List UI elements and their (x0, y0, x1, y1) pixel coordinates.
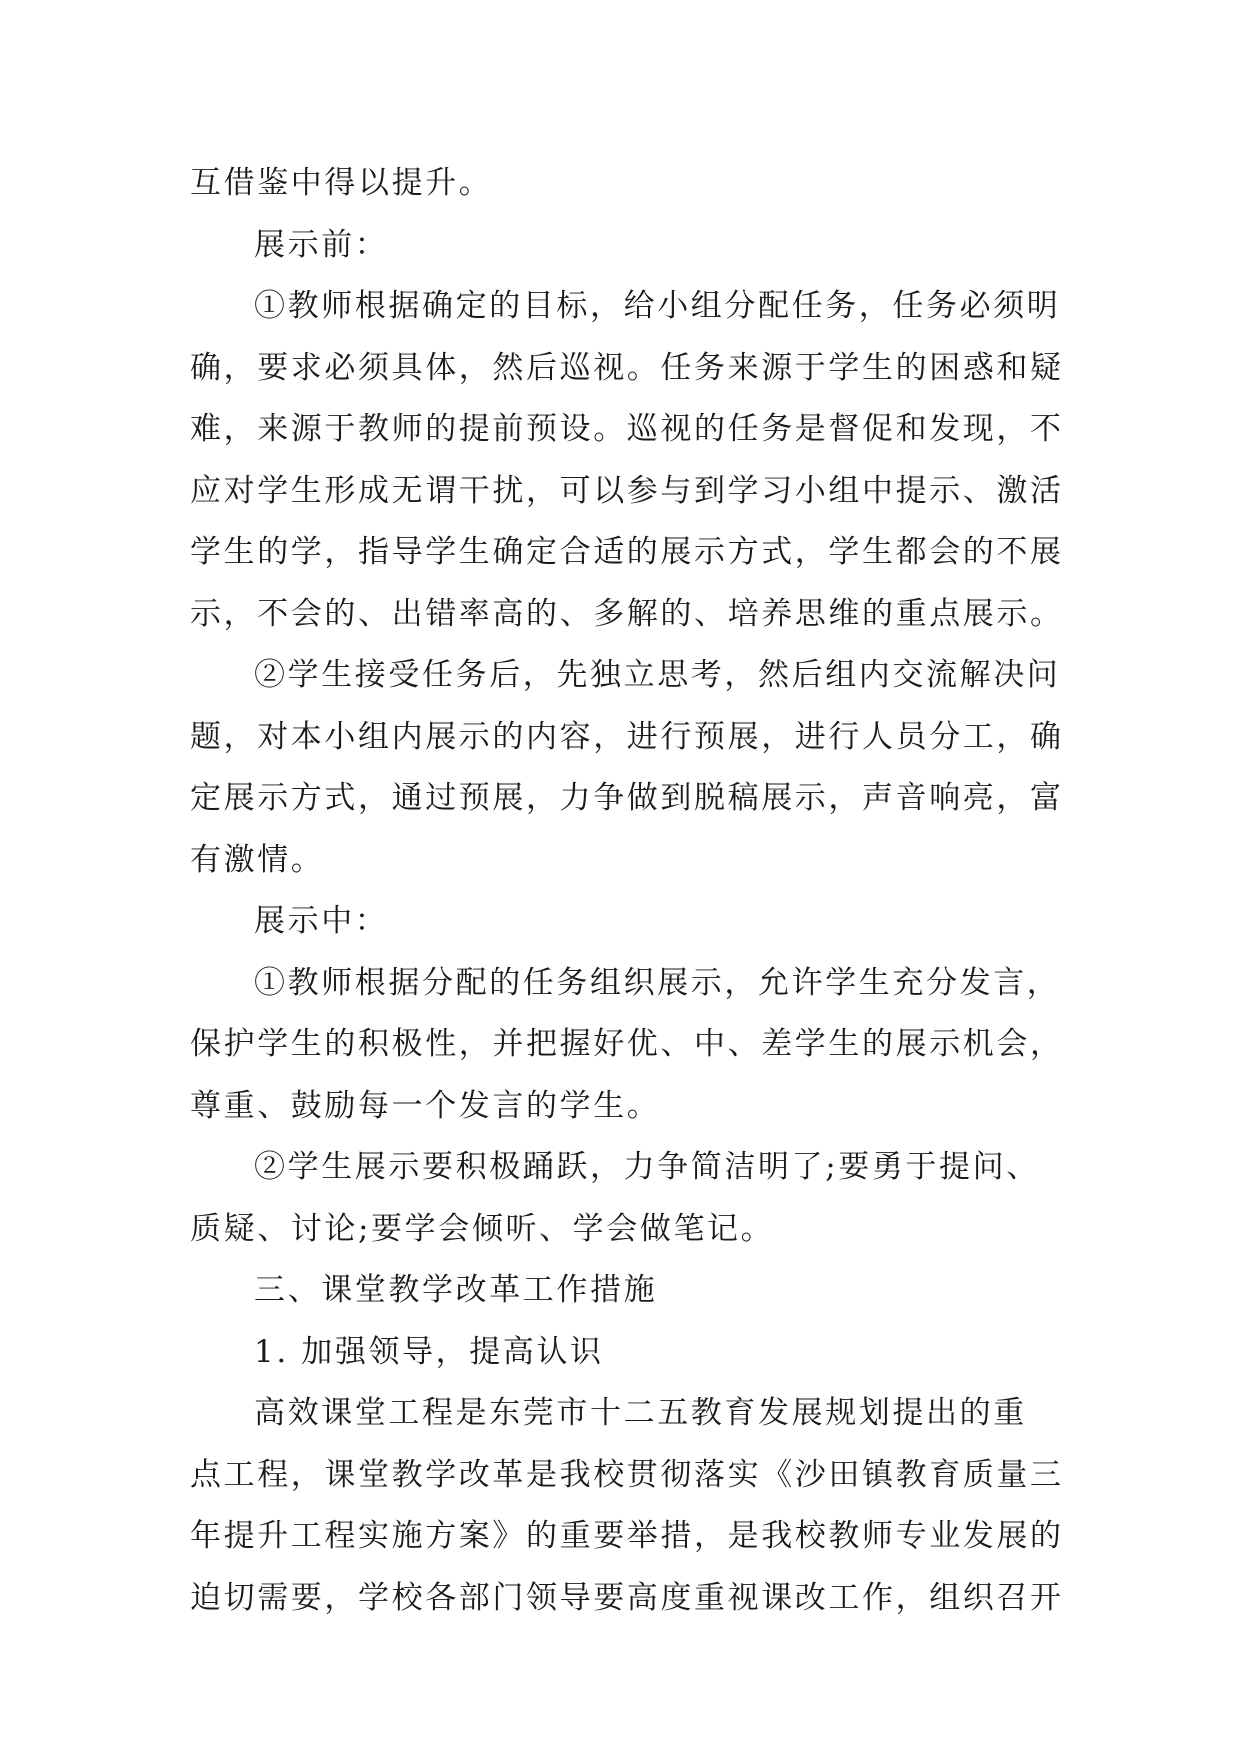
subsection-heading: 1. 加强领导，提高认识 (254, 1333, 604, 1370)
text-line: 互借鉴中得以提升。 (190, 165, 493, 201)
text-line: ②学生展示要积极踊跃，力争简洁明了;要勇于提问、 (254, 1149, 1040, 1185)
text-line: 保护学生的积极性，并把握好优、中、差学生的展示机会， (190, 1026, 1064, 1062)
section-heading: 三、课堂教学改革工作措施 (254, 1272, 658, 1308)
text-line: 示，不会的、出错率高的、多解的、培养思维的重点展示。 (190, 595, 1064, 632)
text-line: 难，来源于教师的提前预设。巡视的任务是督促和发现，不 (190, 411, 1064, 447)
text-line: 学生的学，指导学生确定合适的展示方式，学生都会的不展 (190, 534, 1064, 570)
text-line: 高效课堂工程是东莞市十二五教育发展规划提出的重 (254, 1395, 1027, 1431)
text-line: 题，对本小组内展示的内容，进行预展，进行人员分工，确 (190, 718, 1064, 755)
text-line: 年提升工程实施方案》的重要举措，是我校教师专业发展的 (190, 1518, 1064, 1554)
text-line: 迫切需要，学校各部门领导要高度重视课改工作，组织召开 (190, 1579, 1064, 1616)
document-body (190, 153, 1070, 1629)
section-label-during-display: 展示中： (254, 903, 389, 939)
text-line: 尊重、鼓励每一个发言的学生。 (190, 1087, 661, 1124)
text-line: ②学生接受任务后，先独立思考，然后组内交流解决问 (254, 657, 1061, 693)
section-label-before-display: 展示前： (254, 226, 389, 263)
text-line: 应对学生形成无谓干扰，可以参与到学习小组中提示、激活 (190, 472, 1064, 509)
text-line: 定展示方式，通过预展，力争做到脱稿展示，声音响亮，富 (190, 780, 1064, 816)
text-line: ①教师根据分配的任务组织展示，允许学生充分发言， (254, 964, 1061, 1001)
text-line: ①教师根据确定的目标，给小组分配任务，任务必须明 (254, 288, 1061, 324)
text-line: 点工程，课堂教学改革是我校贯彻落实《沙田镇教育质量三 (190, 1456, 1064, 1493)
text-line: 有激情。 (190, 841, 325, 878)
text-line: 质疑、讨论;要学会倾听、学会做笔记。 (190, 1210, 775, 1247)
text-line: 确，要求必须具体，然后巡视。任务来源于学生的困惑和疑 (190, 349, 1064, 386)
